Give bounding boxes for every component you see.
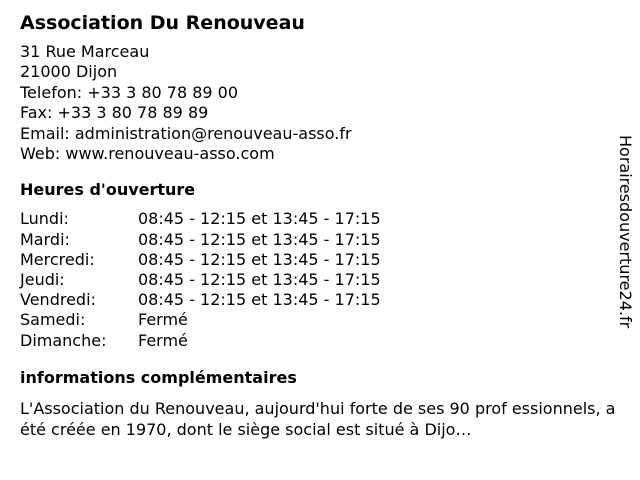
business-card (20, 10, 616, 440)
hours-value: Fermé (138, 330, 188, 350)
hours-day: Mardi: (20, 229, 70, 249)
opening-hours-heading: Heures d'ouverture (20, 180, 196, 200)
hours-row-sunday (20, 331, 610, 351)
hours-row-wednesday (20, 250, 610, 270)
hours-value: 08:45 - 12:15 et 13:45 - 17:15 (138, 229, 381, 249)
hours-value: 08:45 - 12:15 et 13:45 - 17:15 (138, 270, 381, 290)
hours-value: 08:45 - 12:15 et 13:45 - 17:15 (138, 249, 381, 269)
contact-block (20, 42, 610, 164)
hours-day: Dimanche: (20, 330, 107, 350)
hours-row-tuesday (20, 230, 610, 250)
hours-row-friday (20, 290, 610, 310)
hours-day: Mercredi: (20, 249, 95, 269)
website-link[interactable]: Web: www.renouveau-asso.com (20, 144, 275, 164)
hours-day: Samedi: (20, 310, 86, 330)
organization-name: Association Du Renouveau (20, 12, 305, 34)
hours-row-monday (20, 209, 610, 229)
opening-hours-table (20, 209, 610, 350)
hours-value: 08:45 - 12:15 et 13:45 - 17:15 (138, 209, 381, 229)
address-street: 31 Rue Marceau (20, 42, 150, 61)
email-address[interactable]: Email: administration@renouveau-asso.fr (20, 123, 352, 143)
side-brand (616, 135, 640, 345)
additional-info-heading: informations complémentaires (20, 367, 297, 387)
phone-number[interactable]: Telefon: +33 3 80 78 89 00 (20, 82, 239, 102)
brand-watermark: Horairesdouverture24.fr (616, 135, 635, 329)
hours-value: Fermé (138, 310, 188, 330)
hours-day: Vendredi: (20, 290, 96, 310)
hours-row-saturday (20, 310, 610, 330)
additional-info-text: L'Association du Renouveau, aujourd'hui forte de ses 90 prof essionnels, a été créée en 1970, dont le siège social est situé à Dijo… (20, 398, 616, 439)
hours-value: 08:45 - 12:15 et 13:45 - 17:15 (138, 290, 381, 310)
address-city: 21000 Dijon (20, 62, 118, 82)
fax-number: Fax: +33 3 80 78 89 89 (20, 103, 209, 123)
hours-row-thursday (20, 270, 610, 290)
hours-day: Jeudi: (20, 270, 65, 290)
hours-day: Lundi: (20, 209, 69, 229)
